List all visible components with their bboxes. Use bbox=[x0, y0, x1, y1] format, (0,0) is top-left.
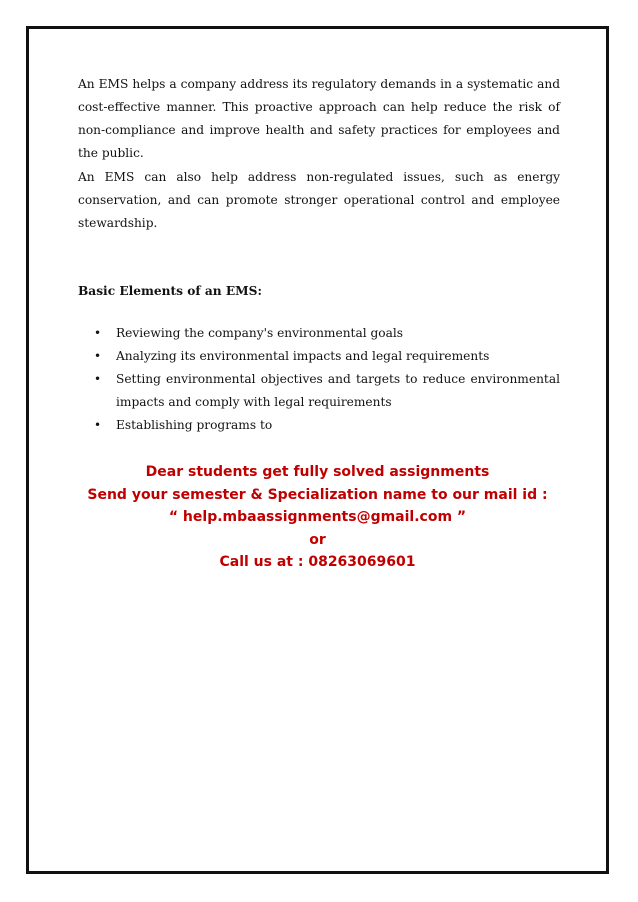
section-heading: Basic Elements of an EMS: bbox=[78, 284, 262, 298]
promo-block bbox=[26, 461, 609, 574]
paragraph-ems-benefits: An EMS helps a company address its regulatory demands in a systematic and cost-effective manner. This proactive approach can help reduce the risk of non-compliance and improve health and safety practices for employees and the public. bbox=[78, 77, 560, 160]
list-item-text: Reviewing the company's environmental goals bbox=[116, 326, 404, 340]
list-item bbox=[78, 345, 560, 368]
promo-line-instructions: Send your semester & Specialization name to our mail id : bbox=[87, 486, 548, 503]
promo-line-headline: Dear students get fully solved assignments bbox=[145, 464, 490, 480]
list-item-text: Establishing programs to bbox=[116, 418, 273, 432]
promo-phone: Call us at : 08263069601 bbox=[219, 554, 416, 570]
list-item bbox=[78, 414, 560, 437]
list-item-text: Analyzing its environmental impacts and legal requirements bbox=[116, 349, 490, 363]
list-item-text: Setting environmental objectives and targets to reduce environmental impacts and comply with legal requirements bbox=[116, 372, 560, 409]
bullet-list bbox=[78, 322, 560, 437]
list-item bbox=[78, 368, 560, 414]
bullet-icon: • bbox=[94, 372, 102, 386]
bullet-icon: • bbox=[94, 418, 102, 432]
list-item bbox=[78, 322, 560, 345]
promo-or: or bbox=[309, 531, 326, 548]
bullet-icon: • bbox=[94, 349, 102, 363]
paragraph-ems-non-regulated: An EMS can also help address non-regulated issues, such as energy conservation, and can promote stronger operational control and employee stewardship. bbox=[78, 170, 560, 230]
bullet-icon: • bbox=[94, 326, 102, 340]
promo-email: “ help.mbaassignments@gmail.com ” bbox=[168, 509, 467, 525]
